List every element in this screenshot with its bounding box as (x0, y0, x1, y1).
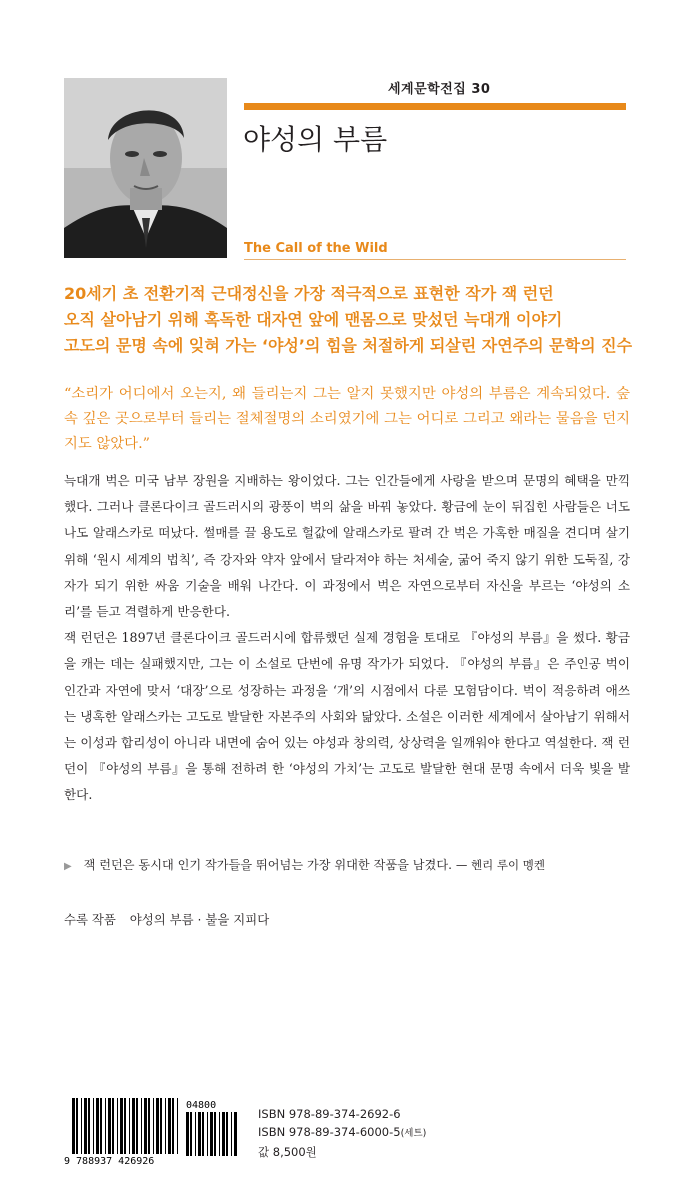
barcode-bar (195, 1112, 196, 1156)
barcode-bar (165, 1098, 166, 1154)
tagline: 20세기 초 전환기적 근대정신을 가장 적극적으로 표현한 작가 잭 런던 (64, 284, 554, 303)
barcode-bar (76, 1098, 78, 1154)
barcode-bar (202, 1112, 204, 1156)
included-works-label: 수록 작품 (64, 912, 116, 927)
barcode-bar (88, 1098, 90, 1154)
barcode-bar (190, 1112, 192, 1156)
barcode-bar (120, 1098, 123, 1154)
barcode-bar (207, 1112, 208, 1156)
barcode-bar (234, 1112, 237, 1156)
barcode-bar (100, 1098, 102, 1154)
included-works (64, 910, 269, 928)
english-title: The Call of the Wild (244, 241, 388, 256)
barcode-bar (81, 1098, 82, 1154)
barcode-bar (222, 1112, 225, 1156)
endorsement-text: 잭 런던은 동시대 인기 작가들을 뛰어넘는 가장 위대한 작품을 남겼다. (83, 858, 452, 872)
book-title: 야성의 부름 (243, 123, 388, 156)
barcode-bar (153, 1098, 154, 1154)
tagline: 오직 살아남기 위해 혹독한 대자연 앞에 맨몸으로 맞섰던 늑대개 이야기 (64, 310, 563, 329)
barcode-bar (112, 1098, 114, 1154)
barcode-bar (93, 1098, 94, 1154)
description-paragraph: 잭 런던은 1897년 클론다이크 골드러시에 합류했던 실제 경험을 토대로 『야성의 부름』을 썼다. 황금을 캐는 데는 실패했지만, 그는 이 소설로 단번에 유명 작가가 되었다. 『야성의 부름』은 주인공 벅이 인간과 자연에 맞서 ‘대장’으로 성장하는 과정을 ‘개’의 시점에서 다룬 모험담이다. 벅이 적응하려 애쓰는 냉혹한 알래스카는 고도로 발달한 자본주의 사회와 닮았다. 소설은 이러한 세계에서 살아남기 위해서는 이성과 합리성이 아니라 내면에 숨어 있는 야성과 창의력, 상상력을 일깨워야 한다고 역설한다. 잭 런던이 『야성의 부름』을 통해 전하려 한 ‘야성의 가치’는 고도로 발달한 현대 문명 속에서 더욱 빛을 발한다. (64, 630, 630, 803)
endorsement (64, 856, 644, 873)
addon-digits: 04800 (186, 1100, 217, 1111)
author-portrait-image (64, 78, 227, 258)
barcode-bar (172, 1098, 174, 1154)
title-divider (244, 103, 626, 110)
barcode-digits: 9 788937 426926 (64, 1156, 155, 1166)
barcode-bar (160, 1098, 162, 1154)
barcode-bar (105, 1098, 106, 1154)
series-label: 세계문학전집 30 (388, 82, 491, 97)
isbn-line: ISBN 978-89-374-6000-5 (258, 1125, 401, 1139)
barcode-bar (132, 1098, 135, 1154)
barcode-bar (226, 1112, 228, 1156)
endorsement-author: — 헨리 루이 멩켄 (455, 858, 545, 872)
tagline: 고도의 문명 속에 잊혀 가는 ‘야성’의 힘을 처절하게 되살린 자연주의 문학의 진수 (64, 336, 633, 355)
triangle-right-icon: ▶ (64, 861, 72, 872)
isbn-set-note: (세트) (400, 1128, 427, 1139)
addon-barcode (184, 1098, 240, 1166)
isbn-info (258, 1105, 426, 1161)
barcode-bar (214, 1112, 216, 1156)
isbn-set-line (258, 1123, 426, 1143)
subtitle-divider (244, 259, 626, 260)
barcode-bar (177, 1098, 178, 1154)
included-works-list: 야성의 부름 · 불을 지피다 (129, 912, 270, 927)
addon-barcode-image (184, 1098, 240, 1166)
barcode-bar (96, 1098, 99, 1154)
barcode-bar (168, 1098, 171, 1154)
barcode-bar (117, 1098, 118, 1154)
book-description (64, 468, 630, 809)
barcode-bar (231, 1112, 232, 1156)
barcode-bar (136, 1098, 138, 1154)
taglines (64, 281, 644, 359)
author-photo (64, 78, 227, 258)
barcode-bar (210, 1112, 213, 1156)
description-paragraph: 늑대개 벅은 미국 남부 장원을 지배하는 왕이었다. 그는 인간들에게 사랑을 받으며 문명의 혜택을 만끽했다. 그러나 클론다이크 골드러시의 광풍이 벅의 삶을 바꿔 놓았다. 황금에 눈이 뒤집힌 사람들은 너도나도 알래스카로 떠났다. 썰매를 끌 용도로 헐값에 알래스카로 팔려 간 벅은 가혹한 매질을 견디며 살기 위해 ‘원시 세계의 법칙’, 즉 강자와 약자 앞에서 달라져야 하는 처세술, 굶어 죽지 않기 위한 도둑질, 강자가 되기 위한 싸움 기술을 배워 나간다. 이 과정에서 벅은 자연으로부터 자신을 부르는 ‘야성의 소리’를 듣고 격렬하게 반응한다. (64, 473, 630, 620)
barcode-bar (141, 1098, 142, 1154)
barcode-bar (129, 1098, 130, 1154)
price: 값 8,500원 (258, 1145, 317, 1159)
barcode-bar (156, 1098, 159, 1154)
pull-quote: “소리가 어디에서 오는지, 왜 들리는지 그는 알지 못했지만 야성의 부름은 계속되었다. 숲 속 깊은 곳으로부터 들리는 절체절명의 소리였기에 그는 어디로 그리고 왜라는 물음을 던지지도 않았다.” (64, 386, 630, 452)
barcode-bar (219, 1112, 220, 1156)
barcode-bar (84, 1098, 87, 1154)
barcode-bar (72, 1098, 75, 1154)
barcode-bar (198, 1112, 201, 1156)
barcode-bar (148, 1098, 150, 1154)
barcode-bar (144, 1098, 147, 1154)
barcode-bar (108, 1098, 111, 1154)
barcode-bar (124, 1098, 126, 1154)
isbn-line: ISBN 978-89-374-2692-6 (258, 1107, 401, 1121)
barcode-bar (186, 1112, 189, 1156)
